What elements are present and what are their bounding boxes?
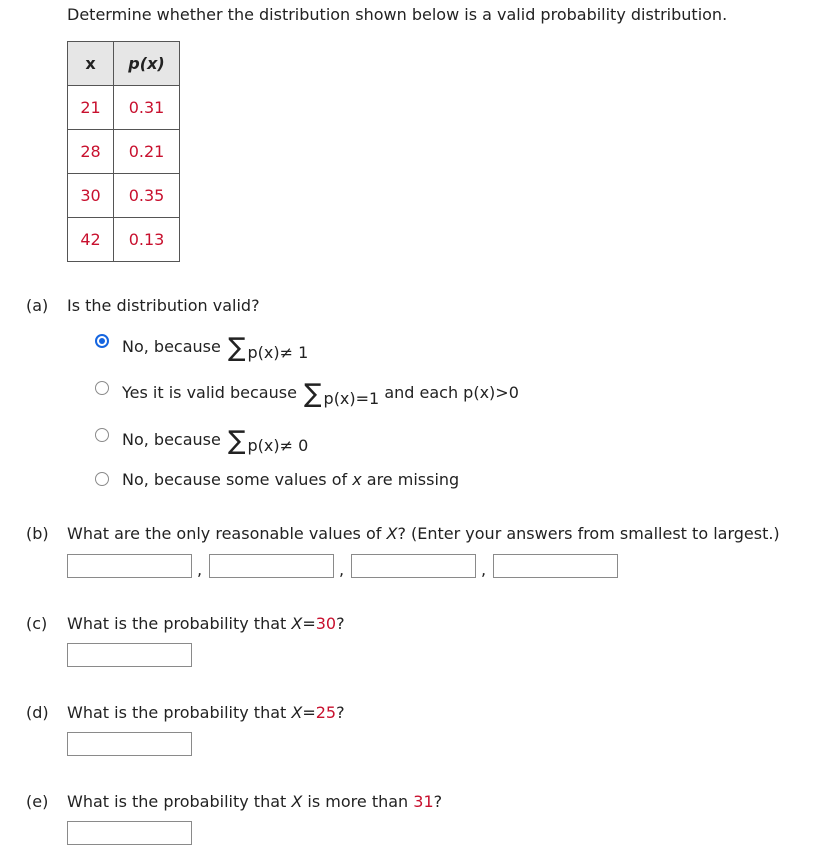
answer-input-d[interactable]: [67, 732, 192, 756]
option-a2-suffix: and each p(x)>0: [379, 383, 519, 402]
part-a-question: Is the distribution valid?: [67, 296, 260, 315]
cell-p: 0.35: [114, 174, 180, 218]
part-e-question-pre: What is the probability that: [67, 792, 292, 811]
distribution-table: [67, 41, 180, 262]
part-c-question-pre: What is the probability that: [67, 614, 292, 633]
part-b-var: X: [386, 524, 398, 543]
table-header-row: [68, 42, 180, 86]
option-a1-prefix: No, because: [122, 337, 226, 356]
option-a4-var: x: [352, 470, 362, 489]
option-a4-label[interactable]: [122, 470, 459, 489]
option-a2-expr: p(x)=1: [323, 389, 380, 408]
part-c-value: 30: [315, 614, 337, 633]
answer-input-e[interactable]: [67, 821, 192, 845]
cell-p: 0.13: [114, 218, 180, 262]
option-a4-prefix: No, because some values of: [122, 470, 353, 489]
table-row: [68, 174, 180, 218]
part-c-question: [67, 614, 345, 633]
part-e-mid: is more than: [302, 792, 414, 811]
part-e-var: X: [291, 792, 303, 811]
option-a3-prefix: No, because: [122, 430, 226, 449]
sigma-symbol: ∑: [227, 333, 246, 363]
cell-x: 28: [68, 130, 114, 174]
part-d-question-post: ?: [336, 703, 345, 722]
option-a3-label[interactable]: [122, 424, 309, 456]
comma-separator: ,: [481, 560, 487, 579]
cell-x: 21: [68, 86, 114, 130]
part-b-question-post: ? (Enter your answers from smallest to largest.): [397, 524, 780, 543]
option-a2-prefix: Yes it is valid because: [122, 383, 302, 402]
option-a2-radio[interactable]: [95, 381, 109, 395]
answer-input-c[interactable]: [67, 643, 192, 667]
part-b-question: [67, 524, 780, 543]
part-b-label: (b): [26, 524, 49, 543]
part-d-question: [67, 703, 345, 722]
comma-separator: ,: [339, 560, 345, 579]
header-x: x: [68, 42, 114, 86]
answer-input-b3[interactable]: [351, 554, 476, 578]
option-a4-suffix: are missing: [361, 470, 460, 489]
sigma-symbol: ∑: [304, 379, 322, 409]
option-a2-label[interactable]: [122, 377, 519, 409]
part-d-eq: =: [302, 703, 316, 722]
problem-prompt: Determine whether the distribution shown below is a valid probability distribution.: [67, 5, 728, 24]
part-e-question-post: ?: [433, 792, 443, 811]
option-a1-label[interactable]: [122, 331, 309, 363]
part-e-label: (e): [26, 792, 49, 811]
table-row: [68, 218, 180, 262]
part-d-question-pre: What is the probability that: [67, 703, 292, 722]
part-c-label: (c): [26, 614, 48, 633]
cell-x: 30: [68, 174, 114, 218]
part-a-label: (a): [26, 296, 49, 315]
comma-separator: ,: [197, 560, 203, 579]
part-e-value: 31: [413, 792, 434, 811]
answer-input-b2[interactable]: [209, 554, 334, 578]
part-c-var: X: [291, 614, 303, 633]
part-b-question-pre: What are the only reasonable values of: [67, 524, 387, 543]
option-a3-radio[interactable]: [95, 428, 109, 442]
part-c-question-post: ?: [336, 614, 345, 633]
option-a3-expr: p(x)≠ 0: [247, 436, 309, 455]
option-a1-radio[interactable]: [95, 334, 109, 348]
cell-p: 0.21: [114, 130, 180, 174]
part-d-var: X: [291, 703, 303, 722]
cell-x: 42: [68, 218, 114, 262]
header-px: p(x): [114, 42, 180, 86]
part-d-label: (d): [26, 703, 49, 722]
answer-input-b4[interactable]: [493, 554, 618, 578]
option-a1-expr: p(x)≠ 1: [247, 343, 309, 362]
cell-p: 0.31: [114, 86, 180, 130]
option-a4-radio[interactable]: [95, 472, 109, 486]
sigma-symbol: ∑: [227, 426, 246, 456]
part-e-question: [67, 792, 442, 811]
table-row: [68, 130, 180, 174]
part-c-eq: =: [302, 614, 316, 633]
part-d-value: 25: [315, 703, 337, 722]
answer-input-b1[interactable]: [67, 554, 192, 578]
table-row: [68, 86, 180, 130]
